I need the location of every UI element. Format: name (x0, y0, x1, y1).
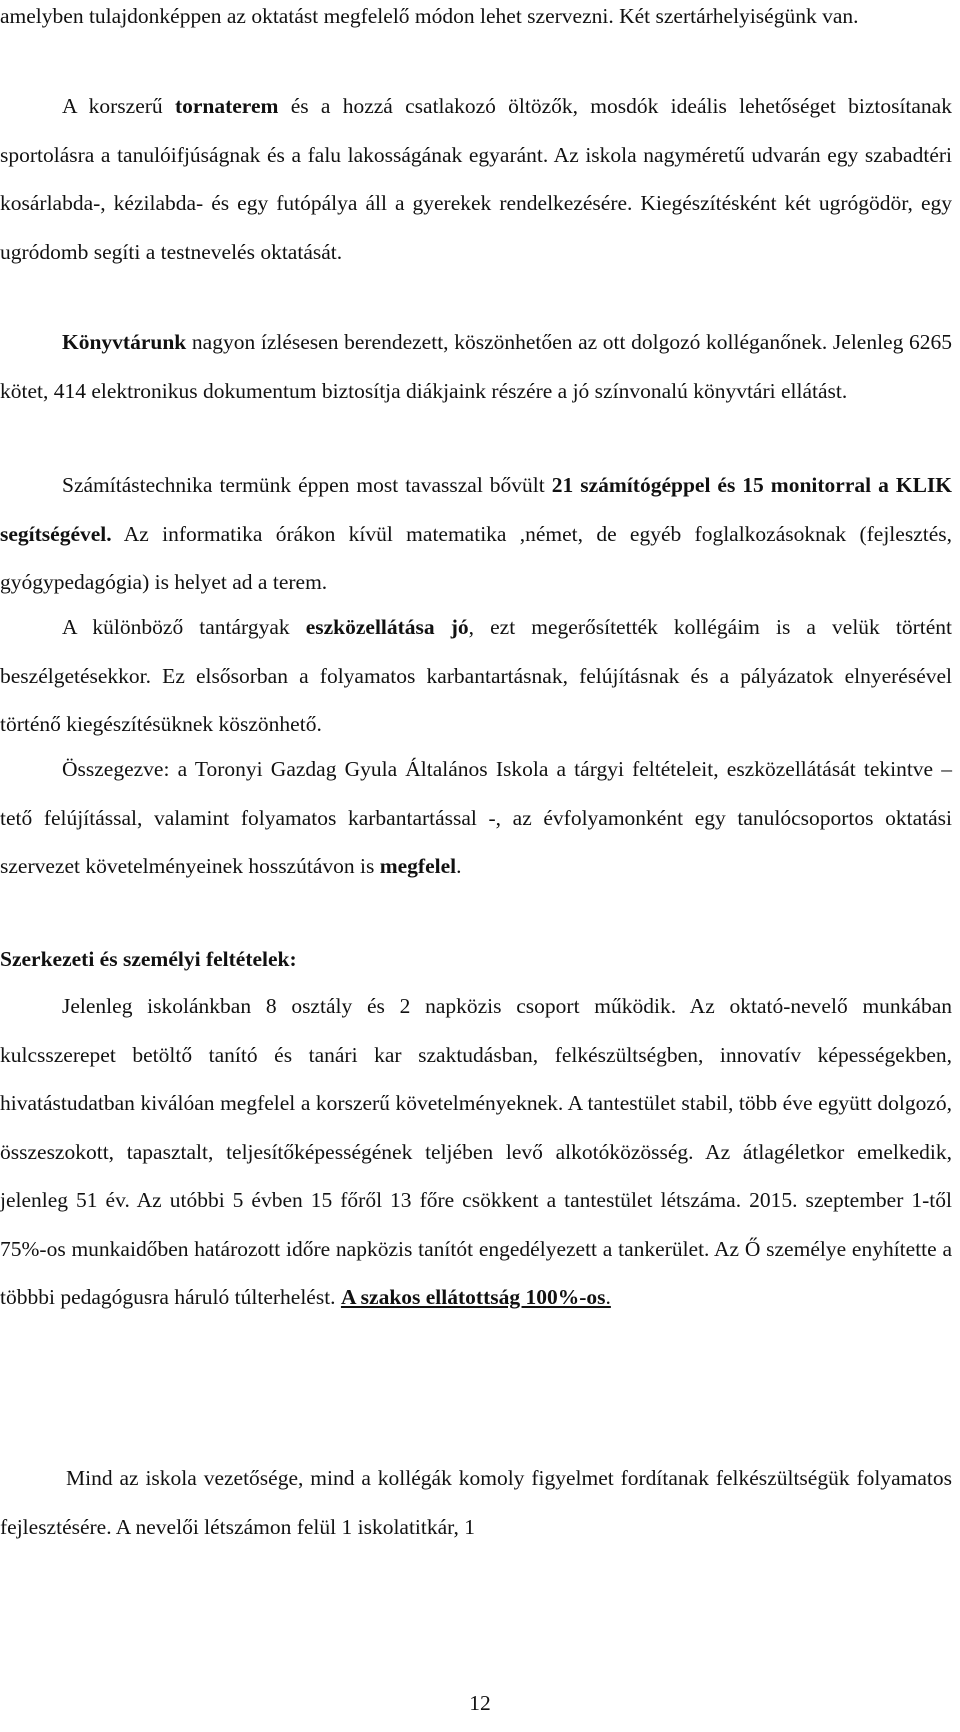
paragraph-text: Jelenleg iskolánkban 8 osztály és 2 napközis csoport működik. Az oktató-nevelő munkában kulcsszerepet betöltő tanító és tanári kar szaktudásban, felkészültségben, innovatív képességekben, hivatástudatban kiválóan megfelel a korszerű követelményeknek. A tantestület stabil, több éve együtt dolgozó, összeszokott, tapasztalt, teljesítőképességének teljében levő alkotóközösség. Az átlagéletkor emelkedik, jelenleg 51 év. Az utóbbi 5 évben 15 főről 13 főre csökkent a tantestület létszáma. 2015. szeptember 1-től 75%-os munkaidőben határozott időre napközis tanítót engedélyezett a tankerület. Az Ő személye enyhítette a többbi pedagógusra háruló túlterhelést. (0, 994, 952, 1309)
paragraph-text: . (605, 1285, 611, 1309)
paragraph-text: A különböző tantárgyak (62, 615, 306, 639)
bold-term-computers: 21 számítógéppel és 15 monitorral a KLIK segítségével. (0, 473, 952, 546)
paragraph-text: , ezt megerősítették kollégáim is a velük történt beszélgetésekkor. Ez elsősorban a folyamatos karbantartásnak, felújításnak és a pályázatok elnyerésével történő kiegészítésüknek köszönhető. (0, 615, 952, 736)
paragraph-text: A korszerű (62, 94, 175, 118)
paragraph-text: amelyben tulajdonképpen az oktatást megfelelő módon lehet szervezni. Két szertárhelyiségünk van. (0, 4, 859, 28)
paragraph-gym (0, 82, 952, 276)
bold-term-meets: megfelel (379, 854, 457, 878)
bold-term-equipment: eszközellátása jó (305, 615, 469, 639)
paragraph-text: Számítástechnika termünk éppen most tavasszal bővült (62, 473, 552, 497)
bold-term-gym: tornaterem (174, 94, 279, 118)
paragraph-text: és a hozzá csatlakozó öltözők, mosdók ideális lehetőséget biztosítanak sportolásra a tanulóifjúságnak és a falu lakosságának egyaránt. Az iskola nagyméretű udvarán egy szabadtéri kosárlabda-, kézilabda- és egy futópálya áll a gyerekek rendelkezésére. Kiegészítésként két ugrógödör, egy ugródomb segíti a testnevelés oktatását. (0, 94, 952, 264)
paragraph-text: Összegezve: a Toronyi Gazdag Gyula Általános Iskola a tárgyi feltételeit, eszközellátását tekintve – tető felújítással, valamint folyamatos karbantartással -, az évfolyamonként egy tanulócsoportos oktatási szervezet követelményeinek hosszútávon is (0, 757, 952, 878)
paragraph-staff (0, 982, 952, 1322)
page-number: 12 (469, 1691, 491, 1715)
paragraph-text: Mind az iskola vezetősége, mind a kollégák komoly figyelmet fordítanak felkészültségük folyamatos fejlesztésére. A nevelői létszámon felül 1 iskolatitkár, 1 (0, 1466, 952, 1539)
paragraph-summary (0, 745, 952, 891)
section-heading: Szerkezeti és személyi feltételek: (0, 947, 297, 971)
paragraph-equipment (0, 603, 952, 749)
paragraph-library (0, 318, 952, 415)
paragraph-computers (0, 461, 952, 607)
bold-term-library: Könyvtárunk (62, 330, 187, 354)
paragraph-text: nagyon ízlésesen berendezett, köszönhetően az ott dolgozó kolléganőnek. Jelenleg 6265 kötet, 414 elektronikus dokumentum biztosítja diákjaink részére a jó színvonalú könyvtári ellátást. (0, 330, 952, 403)
paragraph-training (0, 1454, 952, 1551)
paragraph-text: . (456, 854, 462, 878)
paragraph-text: Az informatika órákon kívül matematika ,német, de egyéb foglalkozásoknak (fejlesztés, gyógypedagógia) is helyet ad a terem. (0, 521, 952, 594)
paragraph-storage-rooms (0, 0, 952, 41)
bold-term-staffing: A szakos ellátottság 100%-os (340, 1285, 606, 1309)
